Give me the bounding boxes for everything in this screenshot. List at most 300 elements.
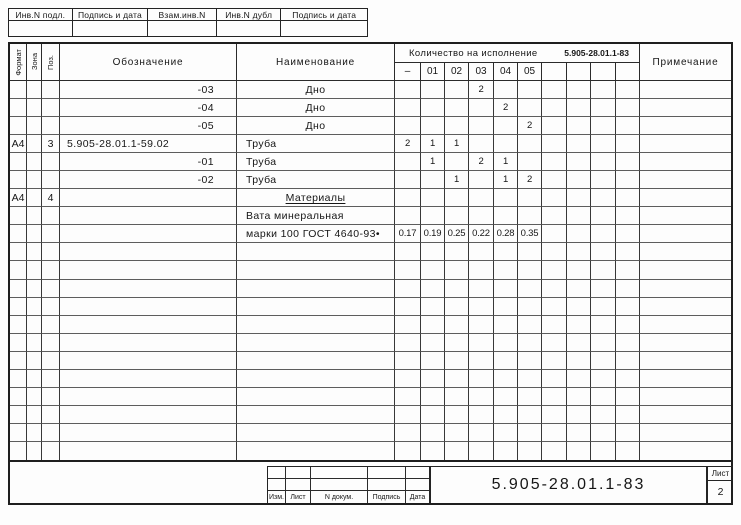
cell-qty bbox=[616, 171, 640, 189]
cell-name bbox=[237, 388, 395, 406]
cell-qty: 1 bbox=[421, 153, 445, 171]
cell-pos bbox=[42, 171, 60, 189]
cell-pos: 3 bbox=[42, 135, 60, 153]
cell-qty bbox=[469, 352, 494, 370]
cell-qty bbox=[494, 424, 518, 442]
cell-zone bbox=[27, 225, 42, 243]
cell-qty bbox=[591, 388, 616, 406]
header-qty-col-total: – bbox=[395, 63, 421, 81]
cell-format bbox=[10, 280, 27, 298]
cell-name: Труба bbox=[237, 171, 395, 189]
cell-qty bbox=[395, 117, 421, 135]
cell-qty bbox=[591, 406, 616, 424]
cell-qty bbox=[494, 388, 518, 406]
cell-zone bbox=[27, 424, 42, 442]
sheet-number-box bbox=[707, 466, 733, 503]
header-format bbox=[10, 44, 27, 81]
cell-note bbox=[640, 298, 731, 316]
sheet-number: 2 bbox=[717, 486, 724, 498]
cell-zone bbox=[27, 406, 42, 424]
header-format-label: Формат bbox=[13, 48, 23, 76]
cell-qty bbox=[591, 153, 616, 171]
cell-qty bbox=[591, 135, 616, 153]
cell-qty bbox=[421, 99, 445, 117]
cell-qty bbox=[542, 117, 567, 135]
stamp-empty-cell bbox=[286, 479, 311, 491]
cell-designation: -05 bbox=[60, 117, 237, 135]
cell-format bbox=[10, 424, 27, 442]
cell-zone bbox=[27, 99, 42, 117]
cell-qty bbox=[616, 117, 640, 135]
cell-note bbox=[640, 316, 731, 334]
cell-format bbox=[10, 207, 27, 225]
cell-qty bbox=[395, 334, 421, 352]
header-zone bbox=[27, 44, 42, 81]
cell-pos bbox=[42, 352, 60, 370]
cell-qty bbox=[542, 316, 567, 334]
cell-qty bbox=[616, 243, 640, 261]
cell-qty bbox=[616, 388, 640, 406]
cell-qty bbox=[567, 81, 591, 99]
cell-qty bbox=[567, 334, 591, 352]
cell-qty bbox=[421, 442, 445, 460]
cell-qty bbox=[616, 370, 640, 388]
cell-qty: 1 bbox=[421, 135, 445, 153]
cell-qty bbox=[591, 424, 616, 442]
cell-zone bbox=[27, 261, 42, 279]
cell-qty bbox=[469, 406, 494, 424]
cell-qty bbox=[494, 406, 518, 424]
cell-qty bbox=[542, 171, 567, 189]
cell-name bbox=[237, 298, 395, 316]
cell-note bbox=[640, 135, 731, 153]
cell-qty bbox=[542, 424, 567, 442]
cell-note bbox=[640, 261, 731, 279]
cell-qty bbox=[395, 261, 421, 279]
top-strip-cell bbox=[148, 9, 217, 36]
cell-qty bbox=[469, 171, 494, 189]
cell-pos bbox=[42, 316, 60, 334]
cell-pos bbox=[42, 81, 60, 99]
cell-qty bbox=[518, 280, 542, 298]
cell-qty bbox=[567, 153, 591, 171]
cell-qty bbox=[591, 99, 616, 117]
cell-qty: 1 bbox=[494, 171, 518, 189]
cell-qty bbox=[591, 280, 616, 298]
cell-qty bbox=[421, 352, 445, 370]
cell-designation bbox=[60, 352, 237, 370]
cell-qty bbox=[518, 406, 542, 424]
cell-qty bbox=[591, 207, 616, 225]
cell-note bbox=[640, 388, 731, 406]
cell-qty bbox=[421, 298, 445, 316]
stamp-empty-cell bbox=[311, 479, 368, 491]
cell-qty bbox=[494, 207, 518, 225]
cell-qty: 0.25 bbox=[445, 225, 469, 243]
cell-format bbox=[10, 406, 27, 424]
cell-qty bbox=[542, 388, 567, 406]
cell-pos bbox=[42, 153, 60, 171]
cell-qty: 0.35 bbox=[518, 225, 542, 243]
cell-qty bbox=[542, 352, 567, 370]
cell-designation bbox=[60, 388, 237, 406]
top-strip-cell bbox=[73, 9, 149, 36]
cell-pos bbox=[42, 406, 60, 424]
cell-qty bbox=[591, 117, 616, 135]
cell-qty bbox=[518, 424, 542, 442]
cell-qty bbox=[395, 280, 421, 298]
cell-qty bbox=[542, 280, 567, 298]
header-quantity-span bbox=[395, 44, 640, 63]
cell-name bbox=[237, 261, 395, 279]
header-qty-col-05: 05 bbox=[518, 63, 542, 81]
stamp-empty-cell bbox=[286, 467, 311, 479]
cell-qty bbox=[445, 370, 469, 388]
stamp-label: Изм. bbox=[268, 491, 286, 503]
header-qty-col-01: 01 bbox=[421, 63, 445, 81]
stamp-empty-cell bbox=[368, 479, 406, 491]
cell-qty bbox=[542, 135, 567, 153]
stamp-empty-cell bbox=[406, 479, 429, 491]
cell-qty bbox=[395, 153, 421, 171]
cell-pos bbox=[42, 424, 60, 442]
cell-zone bbox=[27, 243, 42, 261]
cell-qty bbox=[591, 171, 616, 189]
cell-qty: 2 bbox=[469, 153, 494, 171]
top-strip-cell-label: Подпись и дата bbox=[73, 9, 148, 21]
cell-qty bbox=[567, 189, 591, 207]
cell-name: Дно bbox=[237, 81, 395, 99]
cell-qty bbox=[421, 207, 445, 225]
cell-zone bbox=[27, 135, 42, 153]
cell-qty bbox=[616, 334, 640, 352]
cell-note bbox=[640, 117, 731, 135]
cell-note bbox=[640, 280, 731, 298]
cell-designation bbox=[60, 189, 237, 207]
cell-qty bbox=[567, 117, 591, 135]
cell-format bbox=[10, 388, 27, 406]
cell-qty bbox=[445, 424, 469, 442]
header-qty-col-empty bbox=[567, 63, 591, 81]
cell-note bbox=[640, 99, 731, 117]
document-designation: 5.905-28.01.1-83 bbox=[491, 476, 646, 493]
cell-qty bbox=[542, 406, 567, 424]
cell-pos bbox=[42, 280, 60, 298]
cell-qty bbox=[421, 171, 445, 189]
header-pos bbox=[42, 44, 60, 81]
cell-qty bbox=[518, 207, 542, 225]
document-designation-box bbox=[430, 466, 707, 503]
cell-qty bbox=[542, 153, 567, 171]
cell-pos bbox=[42, 370, 60, 388]
cell-qty: 0.22 bbox=[469, 225, 494, 243]
cell-designation bbox=[60, 424, 237, 442]
cell-qty bbox=[469, 334, 494, 352]
cell-qty bbox=[567, 225, 591, 243]
cell-format bbox=[10, 225, 27, 243]
cell-format bbox=[10, 334, 27, 352]
cell-pos: 4 bbox=[42, 189, 60, 207]
cell-qty bbox=[591, 442, 616, 460]
cell-qty bbox=[469, 442, 494, 460]
cell-qty bbox=[469, 261, 494, 279]
cell-qty bbox=[494, 117, 518, 135]
cell-note bbox=[640, 171, 731, 189]
cell-designation bbox=[60, 334, 237, 352]
cell-qty bbox=[395, 189, 421, 207]
cell-qty: 1 bbox=[445, 135, 469, 153]
cell-note bbox=[640, 225, 731, 243]
cell-qty bbox=[421, 280, 445, 298]
cell-name: Дно bbox=[237, 117, 395, 135]
cell-qty bbox=[591, 316, 616, 334]
cell-qty bbox=[542, 298, 567, 316]
cell-qty bbox=[469, 424, 494, 442]
cell-qty: 2 bbox=[395, 135, 421, 153]
cell-qty bbox=[421, 189, 445, 207]
cell-format: А4 bbox=[10, 189, 27, 207]
header-qty-col-02: 02 bbox=[445, 63, 469, 81]
cell-qty bbox=[494, 370, 518, 388]
header-pos-label: Поз. bbox=[46, 54, 55, 70]
header-qty-col-empty bbox=[591, 63, 616, 81]
header-qty-col-empty bbox=[616, 63, 640, 81]
cell-qty: 0.17 bbox=[395, 225, 421, 243]
cell-qty bbox=[494, 81, 518, 99]
cell-qty bbox=[469, 99, 494, 117]
cell-name: Материалы bbox=[237, 189, 395, 207]
top-margin-strip bbox=[8, 8, 368, 37]
cell-qty: 0.28 bbox=[494, 225, 518, 243]
cell-qty bbox=[542, 442, 567, 460]
cell-qty bbox=[616, 442, 640, 460]
cell-format bbox=[10, 171, 27, 189]
cell-qty bbox=[567, 352, 591, 370]
cell-qty bbox=[616, 135, 640, 153]
cell-qty bbox=[518, 153, 542, 171]
header-note bbox=[640, 44, 731, 81]
cell-qty: 2 bbox=[494, 99, 518, 117]
cell-qty bbox=[518, 261, 542, 279]
cell-qty bbox=[395, 316, 421, 334]
cell-name bbox=[237, 424, 395, 442]
cell-zone bbox=[27, 316, 42, 334]
cell-name: Вата минеральная bbox=[237, 207, 395, 225]
cell-qty bbox=[421, 406, 445, 424]
cell-qty bbox=[542, 225, 567, 243]
cell-qty bbox=[469, 135, 494, 153]
cell-note bbox=[640, 189, 731, 207]
cell-qty bbox=[469, 280, 494, 298]
cell-name bbox=[237, 316, 395, 334]
cell-qty bbox=[445, 99, 469, 117]
cell-qty bbox=[395, 370, 421, 388]
cell-qty bbox=[616, 189, 640, 207]
cell-qty bbox=[518, 388, 542, 406]
cell-qty bbox=[616, 280, 640, 298]
cell-qty bbox=[395, 352, 421, 370]
cell-qty bbox=[591, 352, 616, 370]
header-quantity-doc-number: 5.905-28.01.1-83 bbox=[564, 48, 629, 58]
specification-table bbox=[8, 42, 733, 462]
top-strip-cell bbox=[9, 9, 73, 36]
stamp-label: Дата bbox=[409, 493, 426, 501]
title-block bbox=[8, 462, 733, 505]
header-name bbox=[237, 44, 395, 81]
cell-qty bbox=[469, 370, 494, 388]
cell-qty bbox=[445, 334, 469, 352]
cell-name bbox=[237, 280, 395, 298]
cell-qty bbox=[542, 370, 567, 388]
cell-qty bbox=[542, 334, 567, 352]
cell-qty bbox=[591, 243, 616, 261]
cell-qty bbox=[567, 316, 591, 334]
cell-qty bbox=[616, 207, 640, 225]
cell-qty bbox=[469, 189, 494, 207]
header-zone-label: Зона bbox=[29, 53, 39, 71]
cell-format bbox=[10, 243, 27, 261]
cell-qty bbox=[518, 370, 542, 388]
cell-qty bbox=[445, 117, 469, 135]
cell-note bbox=[640, 334, 731, 352]
cell-qty bbox=[395, 171, 421, 189]
header-qty-col-04: 04 bbox=[494, 63, 518, 81]
cell-qty bbox=[616, 261, 640, 279]
cell-qty bbox=[542, 189, 567, 207]
cell-qty bbox=[494, 352, 518, 370]
cell-qty bbox=[421, 261, 445, 279]
cell-qty bbox=[421, 81, 445, 99]
cell-qty bbox=[421, 243, 445, 261]
cell-qty bbox=[518, 352, 542, 370]
cell-qty bbox=[616, 81, 640, 99]
cell-format bbox=[10, 316, 27, 334]
stamp-empty-cell bbox=[268, 467, 286, 479]
cell-zone bbox=[27, 298, 42, 316]
cell-format bbox=[10, 117, 27, 135]
cell-qty: 1 bbox=[494, 153, 518, 171]
cell-qty bbox=[445, 243, 469, 261]
cell-format bbox=[10, 370, 27, 388]
cell-qty bbox=[421, 316, 445, 334]
stamp-empty-cell bbox=[406, 467, 429, 479]
cell-format bbox=[10, 153, 27, 171]
cell-zone bbox=[27, 334, 42, 352]
cell-qty bbox=[567, 406, 591, 424]
stamp-label: Лист bbox=[286, 491, 311, 503]
cell-qty bbox=[591, 261, 616, 279]
cell-qty bbox=[421, 117, 445, 135]
cell-qty bbox=[567, 388, 591, 406]
cell-qty bbox=[591, 334, 616, 352]
cell-name: Труба bbox=[237, 135, 395, 153]
cell-qty bbox=[421, 424, 445, 442]
cell-zone bbox=[27, 388, 42, 406]
cell-qty bbox=[494, 442, 518, 460]
cell-qty bbox=[395, 207, 421, 225]
top-strip-cell bbox=[217, 9, 282, 36]
cell-qty bbox=[469, 316, 494, 334]
cell-qty bbox=[494, 135, 518, 153]
header-name-label: Наименование bbox=[276, 56, 355, 68]
cell-qty bbox=[616, 406, 640, 424]
cell-qty: 0.19 bbox=[421, 225, 445, 243]
cell-designation bbox=[60, 225, 237, 243]
stamp-empty-cell bbox=[311, 467, 368, 479]
cell-designation: -04 bbox=[60, 99, 237, 117]
sheet-label: Лист bbox=[708, 467, 733, 481]
cell-qty bbox=[616, 424, 640, 442]
cell-note bbox=[640, 207, 731, 225]
cell-qty bbox=[616, 316, 640, 334]
cell-qty bbox=[518, 135, 542, 153]
cell-qty bbox=[494, 334, 518, 352]
cell-qty bbox=[469, 243, 494, 261]
cell-qty bbox=[494, 280, 518, 298]
cell-designation: -03 bbox=[60, 81, 237, 99]
cell-pos bbox=[42, 442, 60, 460]
cell-name bbox=[237, 442, 395, 460]
cell-qty bbox=[469, 117, 494, 135]
cell-format bbox=[10, 352, 27, 370]
cell-qty bbox=[469, 388, 494, 406]
top-strip-cell-label: Подпись и дата bbox=[281, 9, 367, 21]
cell-zone bbox=[27, 153, 42, 171]
cell-qty bbox=[395, 243, 421, 261]
cell-qty bbox=[518, 189, 542, 207]
cell-zone bbox=[27, 280, 42, 298]
cell-designation bbox=[60, 370, 237, 388]
cell-designation: -02 bbox=[60, 171, 237, 189]
cell-format bbox=[10, 81, 27, 99]
cell-qty bbox=[494, 316, 518, 334]
top-strip-cell-label: Взам.инв.N bbox=[148, 9, 216, 21]
cell-qty: 1 bbox=[445, 171, 469, 189]
cell-qty bbox=[421, 334, 445, 352]
cell-qty bbox=[616, 352, 640, 370]
cell-qty bbox=[469, 298, 494, 316]
cell-designation bbox=[60, 261, 237, 279]
cell-qty bbox=[445, 388, 469, 406]
cell-designation bbox=[60, 316, 237, 334]
cell-qty bbox=[445, 189, 469, 207]
cell-qty bbox=[421, 388, 445, 406]
cell-designation: 5.905-28.01.1-59.02 bbox=[60, 135, 237, 153]
cell-qty bbox=[518, 298, 542, 316]
header-note-label: Примечание bbox=[652, 56, 719, 68]
cell-qty bbox=[616, 298, 640, 316]
cell-name bbox=[237, 243, 395, 261]
cell-qty bbox=[616, 153, 640, 171]
header-designation bbox=[60, 44, 237, 81]
cell-note bbox=[640, 243, 731, 261]
cell-format: А4 bbox=[10, 135, 27, 153]
cell-note bbox=[640, 406, 731, 424]
cell-qty bbox=[445, 207, 469, 225]
cell-note bbox=[640, 424, 731, 442]
top-strip-cell-label: Инв.N дубл bbox=[217, 9, 281, 21]
cell-note bbox=[640, 153, 731, 171]
cell-name bbox=[237, 334, 395, 352]
cell-qty bbox=[567, 298, 591, 316]
cell-qty bbox=[542, 99, 567, 117]
cell-zone bbox=[27, 207, 42, 225]
cell-qty bbox=[494, 189, 518, 207]
top-strip-cell-label: Инв.N подл. bbox=[9, 9, 72, 21]
cell-qty bbox=[518, 334, 542, 352]
cell-qty bbox=[445, 261, 469, 279]
cell-qty bbox=[494, 261, 518, 279]
